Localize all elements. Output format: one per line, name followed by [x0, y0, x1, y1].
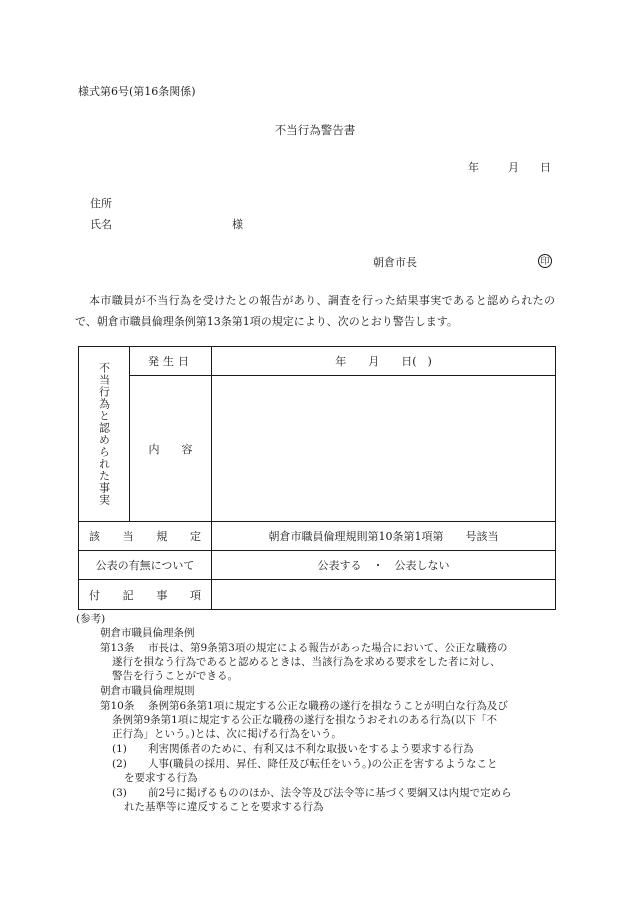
article13-line: 遂行を損なう行為であると認めるときは、当該行為を求める要求をした者に対し、 — [112, 656, 501, 668]
rule-label — [89, 528, 201, 544]
seal-icon: 印 — [538, 254, 552, 268]
item-text: 利害関係者のために、有利又は不利な取扱いをするよう要求する行為 — [148, 743, 474, 755]
side-label-cell — [79, 347, 129, 521]
article10-continuation — [112, 713, 558, 741]
occurrence-value-cell[interactable] — [212, 347, 555, 375]
occurrence-value: 年 月 日( ) — [335, 355, 432, 368]
ordinance-title: 朝倉市職員倫理条例 — [100, 627, 195, 639]
document-title: 不当行為警告書 — [274, 123, 356, 137]
item-number: (1) — [112, 743, 127, 755]
publication-value: 公表する ・ 公表しない — [317, 559, 450, 572]
label-char: 規 — [156, 530, 168, 543]
rule-value-cell[interactable] — [212, 522, 555, 550]
label-char: 付 — [89, 588, 100, 602]
label-char: 項 — [189, 588, 201, 602]
label-char: 当 — [122, 530, 134, 543]
content-value-cell[interactable] — [212, 376, 555, 521]
item-number: (2) — [112, 758, 127, 770]
honorific-label: 様 — [232, 218, 243, 231]
form-number: 様式第6号(第16条関係) — [78, 85, 196, 98]
date-year-label: 年 — [468, 161, 479, 174]
article10-line: 正行為」という。)とは、次に掲げる行為をいう。 — [112, 728, 342, 740]
notes-label-cell — [79, 580, 211, 609]
publication-label-cell — [79, 551, 211, 579]
article13-continuation — [112, 655, 558, 683]
body-paragraph: 本市職員が不当行為を受けたとの報告があり、調査を行った結果事実であると認められたので、朝倉市職員倫理条例第13条第1項の規定により、次のとおり警告します。 — [75, 294, 555, 328]
rules-title: 朝倉市職員倫理規則 — [100, 685, 195, 697]
publication-value-cell[interactable] — [212, 551, 555, 579]
item-text: 人事(職員の採用、昇任、降任及び転任をいう。)の公正を害するようなこと — [148, 758, 498, 770]
address-label: 住所 — [90, 197, 112, 210]
article10-number: 第10条 — [100, 700, 135, 712]
article10-text — [148, 699, 558, 713]
rule-label-cell — [79, 522, 211, 550]
article13-line: 警告を行うことができる。 — [112, 670, 238, 682]
content-label-cell — [130, 376, 211, 521]
content-label: 内 容 — [148, 442, 193, 456]
label-char: 該 — [89, 530, 100, 543]
article13-line: 市長は、第9条第3項の規定による報告があった場合において、公正な職務の — [148, 642, 508, 654]
article13-number: 第13条 — [100, 642, 135, 654]
label-char: 記 — [122, 588, 134, 602]
occurrence-label: 発生日 — [148, 355, 193, 368]
label-char: 定 — [189, 530, 201, 543]
item-text: 前2号に掲げるもののほか、法令等及び法令等に基づく要綱又は内規で定めら — [148, 787, 512, 799]
article10-line: 条例第9条第1項に規定する公正な職務の遂行を損なうおそれのある行為(以下「不 — [112, 714, 497, 726]
publication-label: 公表の有無について — [95, 559, 195, 572]
name-label: 氏名 — [90, 218, 112, 231]
notes-value-cell[interactable] — [212, 580, 555, 609]
item-number: (3) — [112, 787, 127, 799]
fact-table — [78, 346, 556, 610]
rule-value: 朝倉市職員倫理規則第10条第1項第 号該当 — [268, 530, 499, 543]
reference-heading: (参考) — [76, 613, 106, 625]
notes-label — [89, 587, 201, 603]
article13-text — [148, 641, 558, 655]
date-day-label: 日 — [540, 161, 551, 174]
side-label: 不当行為と認められた事実 — [97, 362, 111, 506]
issuer-name: 朝倉市長 — [373, 256, 417, 269]
date-month-label: 月 — [508, 161, 519, 174]
article10-line: 条例第6条第1項に規定する公正な職務の遂行を損なうことが明白な行為及び — [148, 700, 508, 712]
occurrence-label-cell — [130, 347, 211, 375]
label-char: 事 — [156, 588, 168, 602]
item-text-continuation: れた基準等に違反することを要求する行為 — [124, 801, 324, 813]
item-text-continuation: を要求する行為 — [124, 772, 198, 784]
